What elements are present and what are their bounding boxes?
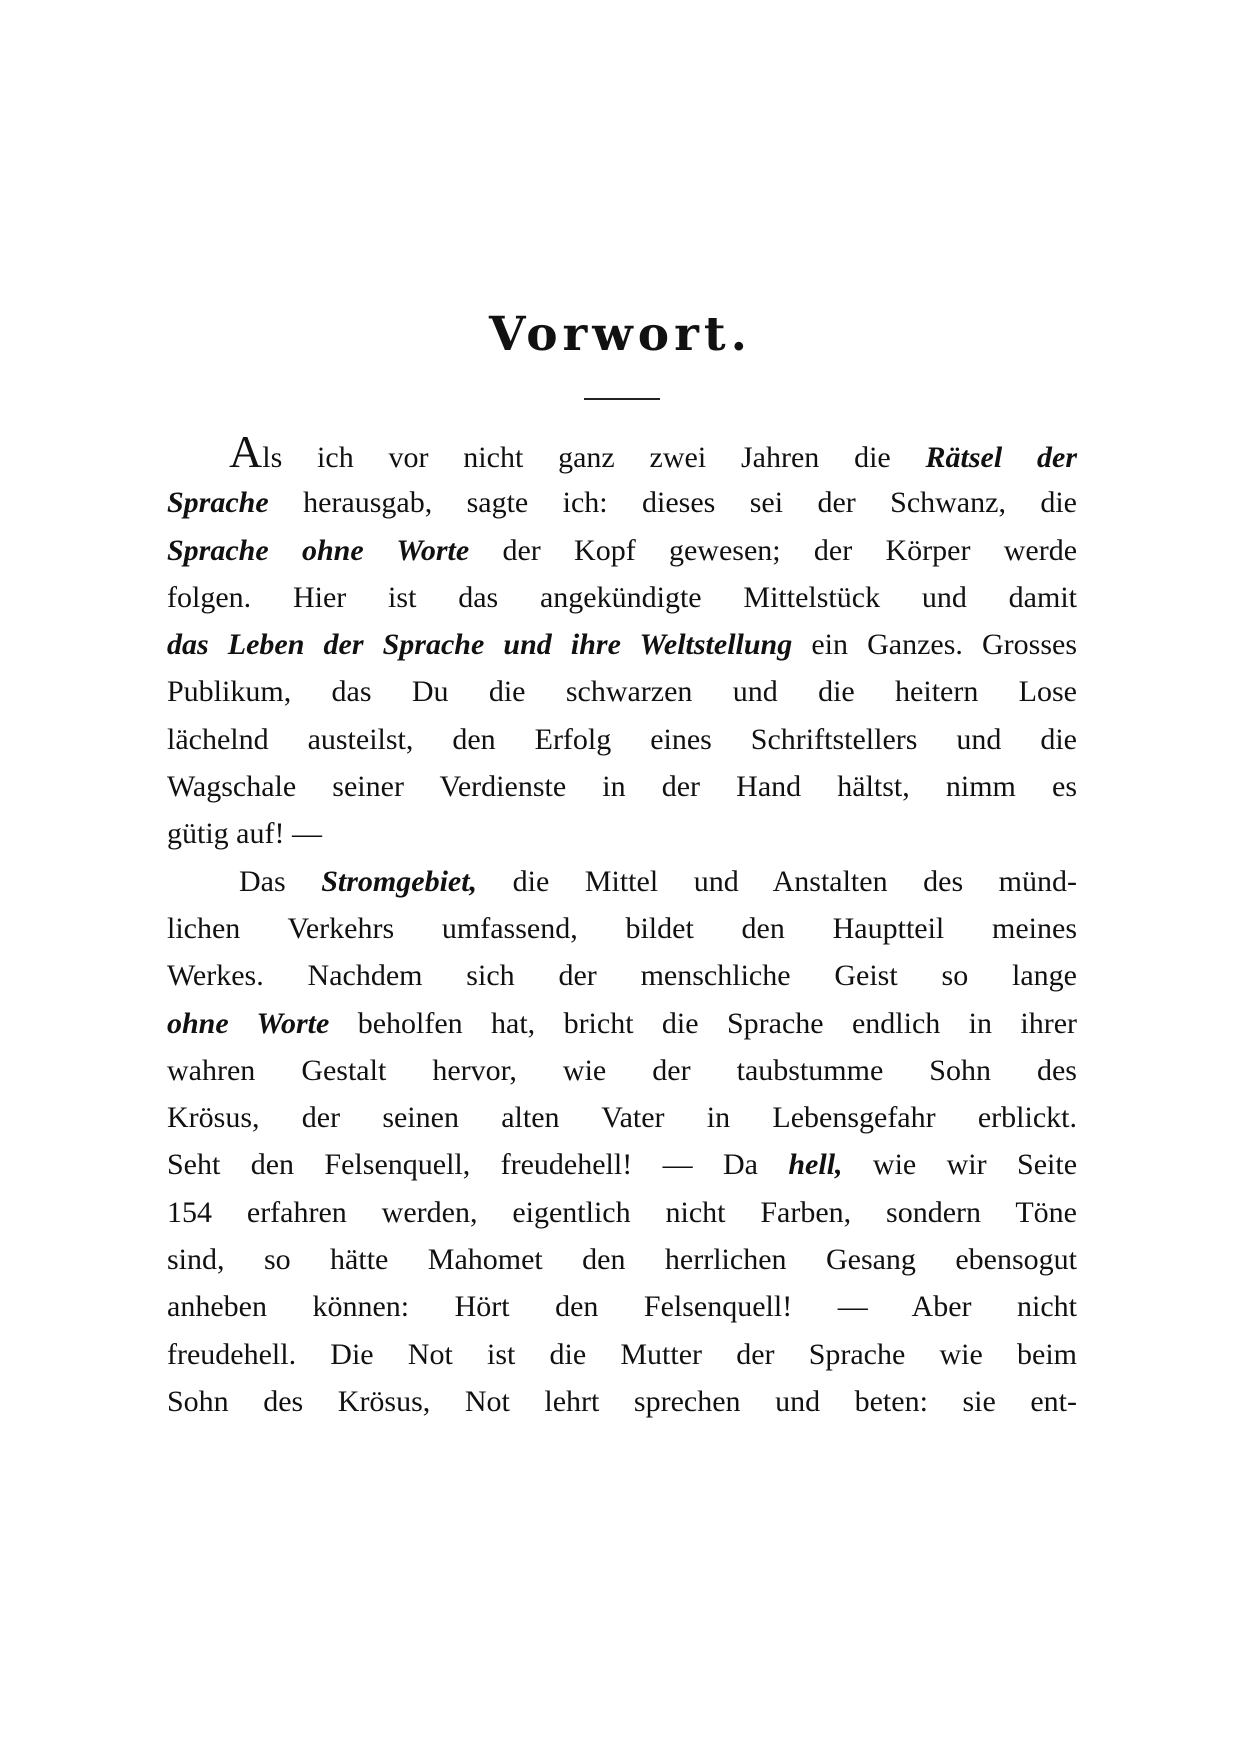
text-span: wie wir Seite: [842, 1148, 1078, 1182]
text-span: Seht den Felsenquell, freudehell! — Da: [167, 1148, 789, 1182]
text-line: [167, 479, 1077, 526]
text-span: ein Ganzes. Grosses: [792, 628, 1077, 662]
text-line: Sohn des Krösus, Not lehrt sprechen und beten: sie ent-: [167, 1384, 1077, 1418]
text-line: Wagschale seiner Verdienste in der Hand hältst, nimm es: [167, 770, 1077, 804]
text-line: [167, 1000, 1077, 1047]
page-title: Vorwort.: [489, 307, 752, 362]
text-line: wahren Gestalt hervor, wie der taubstumme Sohn des: [167, 1053, 1077, 1087]
text-line: sind, so hätte Mahomet den herrlichen Gesang ebensogut: [167, 1243, 1077, 1277]
text-line: [167, 426, 1077, 479]
italic-title: Rätsel der: [925, 441, 1077, 474]
text-span: beholfen hat, bricht die Sprache endlich in ihrer: [329, 1006, 1078, 1040]
italic-term: ohne Worte: [167, 1006, 330, 1040]
text-span: Das: [239, 864, 322, 898]
text-span: der Kopf gewesen; der Körper werde: [469, 533, 1078, 567]
body-text: [167, 426, 1078, 1425]
text-line: lächelnd austeilst, den Erfolg eines Schriftstellers und die: [167, 722, 1077, 756]
title-divider: [584, 398, 660, 400]
italic-term: hell,: [788, 1148, 843, 1182]
text-span: ls ich vor nicht ganz zwei Jahren die: [262, 441, 926, 474]
text-line: Krösus, der seinen alten Vater in Lebensgefahr erblickt.: [167, 1101, 1077, 1135]
text-line: folgen. Hier ist das angekündigte Mittelstück und damit: [167, 580, 1077, 614]
text-span: herausgab, sagte ich: dieses sei der Schwanz, die: [268, 486, 1077, 520]
text-line: freudehell. Die Not ist die Mutter der Sprache wie beim: [167, 1337, 1077, 1371]
text-line: [167, 527, 1077, 574]
italic-title: das Leben der Sprache und ihre Weltstellung: [167, 628, 793, 662]
drop-cap: A: [229, 426, 263, 477]
text-line: 154 erfahren werden, eigentlich nicht Farben, sondern Töne: [167, 1195, 1077, 1229]
text-span: die Mittel und Anstalten des münd-: [477, 864, 1078, 898]
text-line: Werkes. Nachdem sich der menschliche Geist so lange: [167, 959, 1077, 993]
italic-title: Sprache: [167, 486, 269, 520]
text-line: lichen Verkehrs umfassend, bildet den Hauptteil meines: [167, 911, 1077, 945]
text-line: Publikum, das Du die schwarzen und die heitern Lose: [167, 675, 1077, 709]
text-line: gütig auf! —: [167, 817, 322, 851]
text-line: [167, 621, 1077, 668]
text-line: anheben können: Hört den Felsenquell! — Aber nicht: [167, 1290, 1077, 1324]
italic-title: Sprache ohne Worte: [167, 533, 470, 567]
italic-term: Stromgebiet,: [321, 864, 478, 898]
text-line: [167, 1141, 1077, 1188]
text-line: [167, 858, 1077, 905]
